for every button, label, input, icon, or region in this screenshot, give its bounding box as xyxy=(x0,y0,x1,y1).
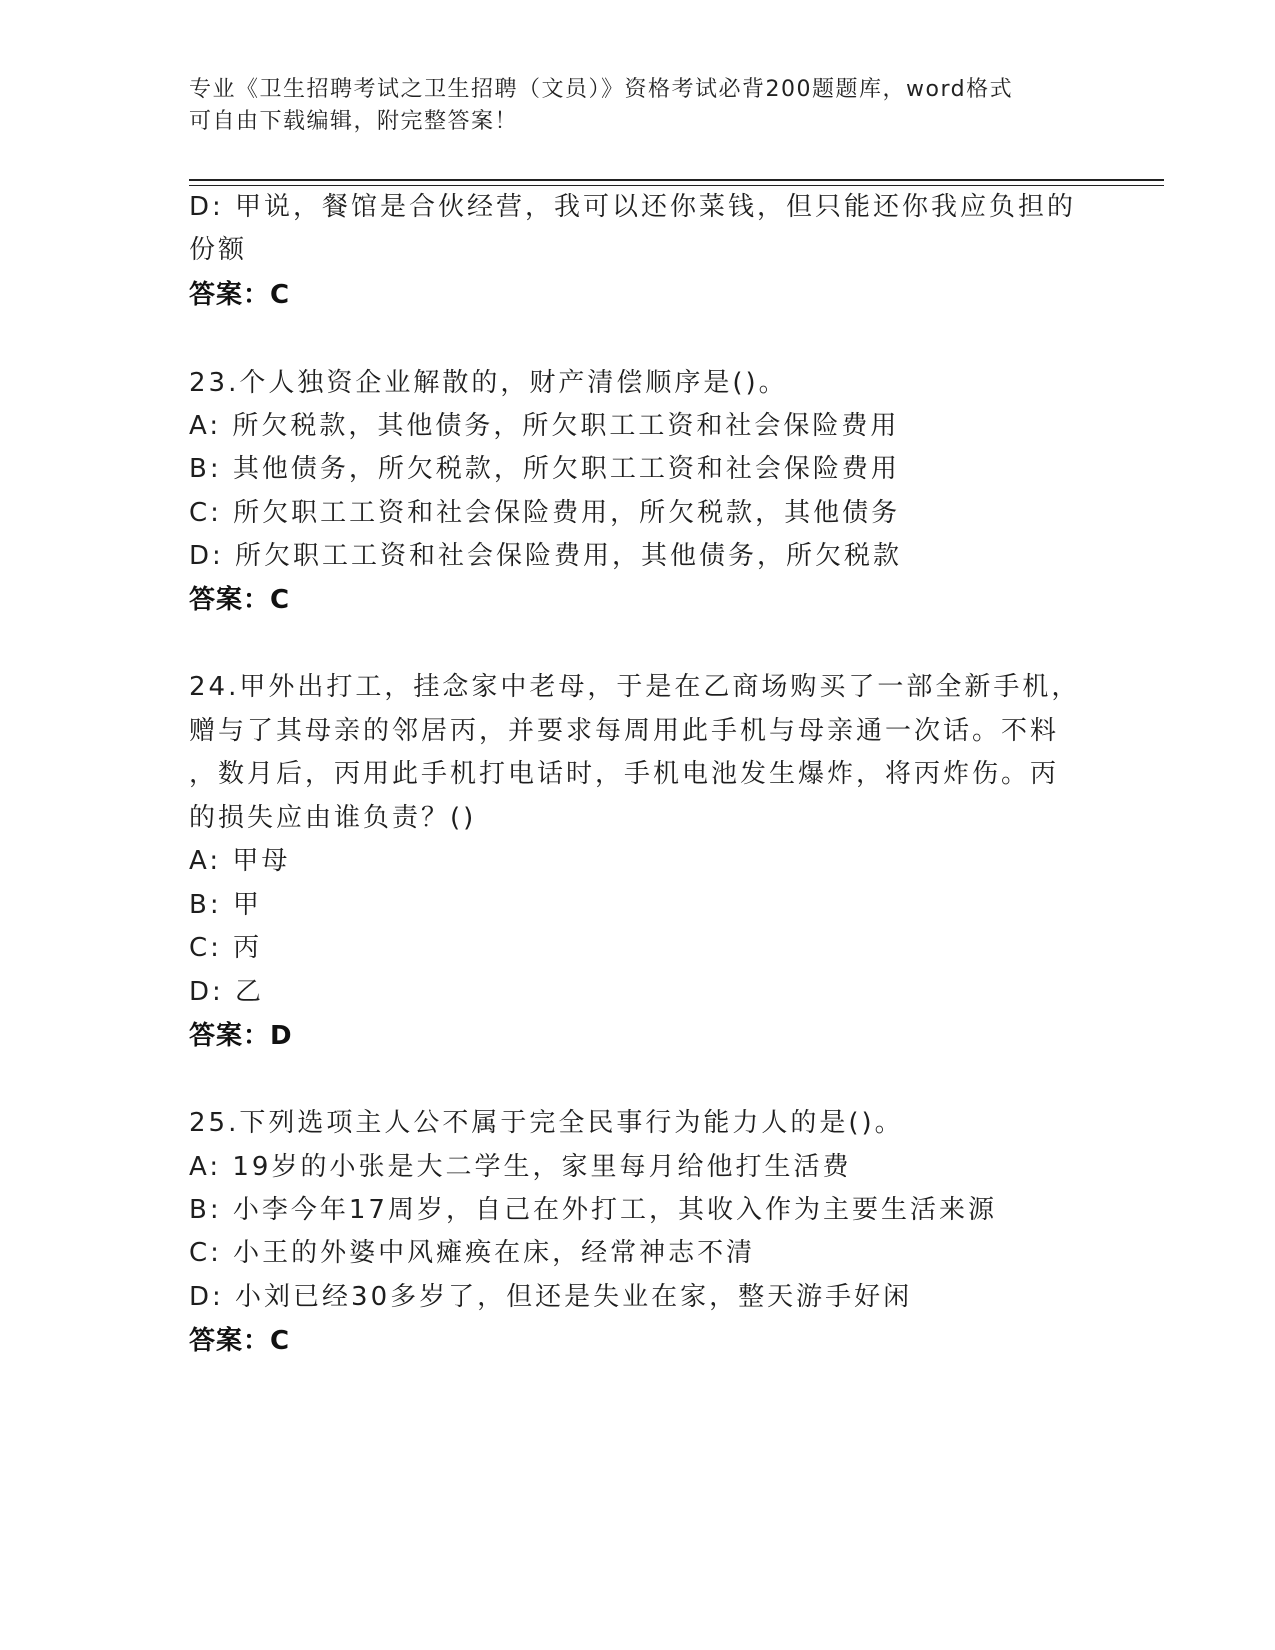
q23-option-c: C: 所欠职工工资和社会保险费用，所欠税款，其他债务 xyxy=(189,498,901,528)
q24-option-b: B: 甲 xyxy=(189,890,262,920)
q23-option-a: A: 所欠税款，其他债务，所欠职工工资和社会保险费用 xyxy=(189,411,900,441)
q24-option-c: C: 丙 xyxy=(189,933,263,963)
document-header xyxy=(189,74,1089,138)
q23-answer: 答案：C xyxy=(189,585,291,615)
q24-stem-line-3: ，数月后，丙用此手机打电话时，手机电池发生爆炸，将丙炸伤。丙 xyxy=(189,759,1060,789)
q25-option-b: B: 小李今年17周岁，自己在外打工，其收入作为主要生活来源 xyxy=(189,1195,997,1225)
q24-answer: 答案：D xyxy=(189,1021,293,1051)
q25-answer: 答案：C xyxy=(189,1326,291,1356)
q24-option-a: A: 甲母 xyxy=(189,846,291,876)
q23-option-d: D: 所欠职工工资和社会保险费用，其他债务，所欠税款 xyxy=(189,541,903,571)
prev-option-d-line-2: 份额 xyxy=(189,235,248,265)
header-line-1: 专业《卫生招聘考试之卫生招聘（文员）》资格考试必背200题题库，word格式 xyxy=(189,77,1014,102)
header-line-2: 可自由下载编辑，附完整答案！ xyxy=(189,109,519,134)
prev-answer: 答案：C xyxy=(189,280,291,310)
prev-option-d-line-1: D: 甲说，餐馆是合伙经营，我可以还你菜钱，但只能还你我应负担的 xyxy=(189,192,1077,222)
q24-stem-line-1: 24.甲外出打工，挂念家中老母，于是在乙商场购买了一部全新手机， xyxy=(189,672,1081,702)
q24-stem-line-4: 的损失应由谁负责？() xyxy=(189,803,477,833)
q23-option-b: B: 其他债务，所欠税款，所欠职工工资和社会保险费用 xyxy=(189,454,900,484)
q25-option-a: A: 19岁的小张是大二学生，家里每月给他打生活费 xyxy=(189,1152,852,1182)
q24-stem-line-2: 赠与了其母亲的邻居丙，并要求每周用此手机与母亲通一次话。不料 xyxy=(189,716,1060,746)
q25-option-c: C: 小王的外婆中风瘫痪在床，经常神志不清 xyxy=(189,1238,756,1268)
q23-stem: 23.个人独资企业解散的，财产清偿顺序是()。 xyxy=(189,368,788,398)
q24-option-d: D: 乙 xyxy=(189,977,265,1007)
q25-option-d: D: 小刘已经30多岁了，但还是失业在家，整天游手好闲 xyxy=(189,1282,913,1312)
header-divider-thick xyxy=(189,179,1164,181)
q25-stem: 25.下列选项主人公不属于完全民事行为能力人的是()。 xyxy=(189,1108,904,1138)
